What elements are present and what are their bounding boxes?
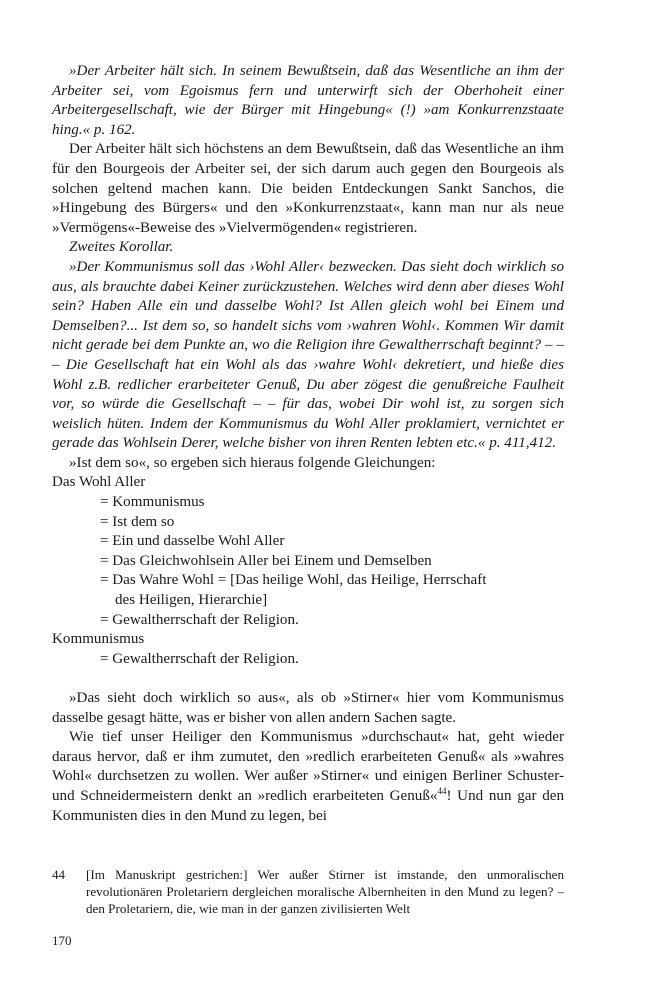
equation-line: = Kommunismus [100, 494, 205, 511]
equation-line: = Das Wahre Wohl = [Das heilige Wohl, das Heilige, Herrschaft [100, 572, 487, 589]
equation-line: = Das Gleichwohlsein Aller bei Einem und Demselben [100, 552, 432, 569]
section-heading-corollary: Zweites Korollar. [69, 239, 174, 256]
body-paragraph-2: »Ist dem so«, so ergeben sich hieraus folgende Gleichungen: [69, 454, 436, 471]
body-paragraph-4 [52, 728, 564, 826]
equation-line-continuation: des Heiligen, Hierarchie] [115, 592, 268, 609]
footnote-text: [Im Manuskript gestrichen:] Wer außer Stirner ist imstande, den unmoralischen revolutionären Proletariern dergleichen moralische Albernheiten in den Mund zu legen? – den Proletariern, die, wie man in der ganzen zivilisierten Welt [86, 867, 564, 916]
footnote-reference[interactable]: 44 [437, 785, 447, 796]
quote-paragraph-2: »Der Kommunismus soll das ›Wohl Aller‹ bezwecken. Das sieht doch wirklich so aus, als brauchte dabei Keiner zurückzustehen. Welches wird denn aber dieses Wohl sein? Haben Alle ein und dasselbe Wohl? Ist Allen gleich wohl bei Einem und Demselben?... Ist dem so, so handelt sichs vom ›wahren Wohl‹. Kommen Wir damit nicht gerade bei dem Punkte an, wo die Religion ihre Gewaltherrschaft beginnt? – – – Die Gesellschaft hat ein Wohl als das ›wahre Wohl‹ dekretiert, und hieße dies Wohl z.B. redlicher erarbeiteter Genuß, Du aber zögest die genußreiche Faulheit vor, so würde die Gesellschaft – – für das, wobei Dir wohl ist, zu sorgen sich weislich hüten. Indem der Kommunismus du Wohl Aller proklamiert, vernichtet er gerade das Wohlsein Derer, welche bisher von ihren Renten lebten etc.« p. 411,412. [52, 258, 564, 452]
equation-line: = Ist dem so [100, 513, 175, 530]
footnote [52, 866, 564, 917]
blank-line [52, 669, 564, 689]
quote-paragraph-1: »Der Arbeiter hält sich. In seinem Bewußtsein, daß das Wesentliche an ihm der Arbeiter sei, vom Egoismus fern und unterwirft sich der Oberhoheit einer Arbeitergesellschaft, wie der Bürger mit Hingebung« (!) »am Konkurrenzstaate hing.« p. 162. [52, 63, 564, 138]
equation-line: = Gewaltherrschaft der Religion. [100, 650, 299, 667]
page-number: 170 [52, 933, 72, 948]
footnote-number: 44 [52, 867, 66, 882]
paragraph-text: ! Und nun gar den Kommunisten dies in den Mund zu legen, bei [52, 787, 564, 824]
equation-block [52, 473, 564, 669]
page-body [52, 62, 564, 826]
equation-line: = Gewaltherrschaft der Religion. [100, 611, 299, 628]
equation-head-1: Das Wohl Aller [52, 474, 146, 491]
paragraph-text: Wie tief unser Heiliger den Kommunismus »durchschaut« hat, geht wieder daraus hervor, daß er ihm zumutet, den »redlich erarbeiteten Genuß« als »wahres Wohl« durchsetzen zu wollen. Wer außer »Stirner« und einigen Berliner Schuster- und Schneidermeistern denkt an »redlich erarbeiteten Genuß« [52, 729, 564, 804]
equation-head-2: Kommunismus [52, 631, 145, 648]
body-paragraph-1: Der Arbeiter hält sich höchstens an dem Bewußtsein, daß das Wesentliche an ihm für den Bourgeois der Arbeiter sei, der sich darum auch gegen den Bourgeois als solchen geltend machen kann. Die beiden Entdeckungen Sankt Sanchos, die »Hingebung des Bürgers« und den »Konkurrenzstaat«, kann man nur als neue »Vermögens«-Beweise des »Vielvermögenden« registrieren. [52, 141, 564, 236]
equation-line: = Ein und dasselbe Wohl Aller [100, 533, 285, 550]
body-paragraph-3: »Das sieht doch wirklich so aus«, als ob »Stirner« hier vom Kommunismus dasselbe gesagt hätte, was er bisher von allen andern Sachen sagte. [52, 690, 564, 726]
